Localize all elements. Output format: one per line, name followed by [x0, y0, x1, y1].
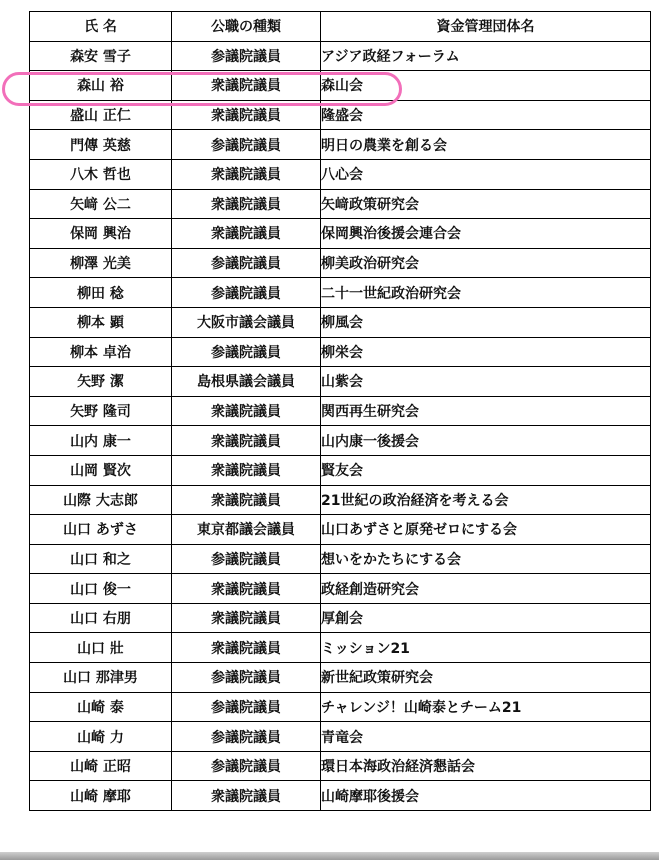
cell-org: 柳風会: [321, 307, 651, 337]
cell-org: 21世紀の政治経済を考える会: [321, 485, 651, 515]
cell-name: 山崎 泰: [30, 692, 172, 722]
cell-name: 山際 大志郎: [30, 485, 172, 515]
cell-name: 盛山 正仁: [30, 100, 172, 130]
cell-org: 山紫会: [321, 367, 651, 397]
cell-office: 衆議院議員: [172, 574, 321, 604]
cell-org: 柳美政治研究会: [321, 248, 651, 278]
cell-org: 隆盛会: [321, 100, 651, 130]
table-row: [30, 396, 651, 426]
table-row: [30, 515, 651, 545]
cell-org: 厚創会: [321, 603, 651, 633]
cell-org: 明日の農業を創る会: [321, 130, 651, 160]
table-row: [30, 426, 651, 456]
cell-name: 保岡 興治: [30, 219, 172, 249]
cell-office: 参議院議員: [172, 278, 321, 308]
table-row: [30, 219, 651, 249]
table-row: [30, 307, 651, 337]
header-name: 氏 名: [30, 12, 172, 42]
cell-office: 参議院議員: [172, 663, 321, 693]
cell-name: 山口 和之: [30, 544, 172, 574]
cell-org: アジア政経フォーラム: [321, 41, 651, 71]
cell-name: 柳田 稔: [30, 278, 172, 308]
cell-name: 山岡 賢次: [30, 455, 172, 485]
cell-office: 参議院議員: [172, 722, 321, 752]
cell-name: 山口 俊一: [30, 574, 172, 604]
cell-office: 参議院議員: [172, 41, 321, 71]
cell-office: 参議院議員: [172, 544, 321, 574]
cell-org: 新世紀政策研究会: [321, 663, 651, 693]
cell-office: 衆議院議員: [172, 633, 321, 663]
table-row: [30, 722, 651, 752]
cell-name: 山口 那津男: [30, 663, 172, 693]
table-row: [30, 367, 651, 397]
cell-office: 参議院議員: [172, 337, 321, 367]
table-row: [30, 130, 651, 160]
cell-office: 参議院議員: [172, 130, 321, 160]
cell-office: 衆議院議員: [172, 603, 321, 633]
cell-name: 矢野 隆司: [30, 396, 172, 426]
table-row: [30, 159, 651, 189]
cell-name: 柳本 顕: [30, 307, 172, 337]
cell-name: 山内 康一: [30, 426, 172, 456]
cell-org: 政経創造研究会: [321, 574, 651, 604]
cell-org: 八心会: [321, 159, 651, 189]
cell-office: 参議院議員: [172, 248, 321, 278]
cell-office: 衆議院議員: [172, 219, 321, 249]
cell-org: 山内康一後援会: [321, 426, 651, 456]
cell-name: 森山 裕: [30, 71, 172, 101]
cell-name: 山崎 摩耶: [30, 781, 172, 811]
table-row: [30, 278, 651, 308]
cell-org: 関西再生研究会: [321, 396, 651, 426]
table-row: [30, 781, 651, 811]
cell-name: 山口 壯: [30, 633, 172, 663]
table-row: [30, 544, 651, 574]
table-row: [30, 751, 651, 781]
cell-office: 衆議院議員: [172, 159, 321, 189]
table-row: [30, 574, 651, 604]
cell-name: 森安 雪子: [30, 41, 172, 71]
cell-org: 柳栄会: [321, 337, 651, 367]
cell-office: 衆議院議員: [172, 71, 321, 101]
cell-name: 矢野 潔: [30, 367, 172, 397]
cell-org: 山崎摩耶後援会: [321, 781, 651, 811]
cell-org: 森山会: [321, 71, 651, 101]
cell-name: 八木 哲也: [30, 159, 172, 189]
table-row: [30, 663, 651, 693]
cell-office: 参議院議員: [172, 751, 321, 781]
cell-org: 保岡興治後援会連合会: [321, 219, 651, 249]
funds-management-table: [29, 11, 651, 811]
table-row: [30, 41, 651, 71]
cell-name: 山口 あずさ: [30, 515, 172, 545]
cell-org: 想いをかたちにする会: [321, 544, 651, 574]
cell-name: 山崎 正昭: [30, 751, 172, 781]
cell-org: 矢﨑政策研究会: [321, 189, 651, 219]
page-edge-shadow: [0, 852, 659, 860]
cell-office: 衆議院議員: [172, 781, 321, 811]
table-row: [30, 692, 651, 722]
cell-name: 矢﨑 公二: [30, 189, 172, 219]
cell-org: ミッション21: [321, 633, 651, 663]
cell-org: 賢友会: [321, 455, 651, 485]
cell-office: 衆議院議員: [172, 455, 321, 485]
table-row: [30, 455, 651, 485]
cell-office: 衆議院議員: [172, 426, 321, 456]
cell-name: 山崎 力: [30, 722, 172, 752]
header-row: [30, 12, 651, 42]
table-row: [30, 485, 651, 515]
cell-name: 柳本 卓治: [30, 337, 172, 367]
table-body: [30, 41, 651, 810]
cell-org: チャレンジ！山崎泰とチーム21: [321, 692, 651, 722]
cell-org: 二十一世紀政治研究会: [321, 278, 651, 308]
cell-office: 衆議院議員: [172, 100, 321, 130]
cell-office: 参議院議員: [172, 692, 321, 722]
cell-office: 衆議院議員: [172, 189, 321, 219]
header-org: 資金管理団体名: [321, 12, 651, 42]
table-row: [30, 633, 651, 663]
cell-office: 衆議院議員: [172, 485, 321, 515]
cell-org: 山口あずさと原発ゼロにする会: [321, 515, 651, 545]
cell-name: 山口 右朋: [30, 603, 172, 633]
table-row: [30, 189, 651, 219]
table-row: [30, 71, 651, 101]
cell-office: 衆議院議員: [172, 396, 321, 426]
table-row: [30, 337, 651, 367]
table-row: [30, 100, 651, 130]
table-row: [30, 248, 651, 278]
table-row: [30, 603, 651, 633]
cell-name: 柳澤 光美: [30, 248, 172, 278]
cell-name: 門傳 英慈: [30, 130, 172, 160]
cell-org: 環日本海政治経済懇話会: [321, 751, 651, 781]
cell-office: 大阪市議会議員: [172, 307, 321, 337]
header-office: 公職の種類: [172, 12, 321, 42]
cell-office: 東京都議会議員: [172, 515, 321, 545]
cell-org: 青竜会: [321, 722, 651, 752]
cell-office: 島根県議会議員: [172, 367, 321, 397]
